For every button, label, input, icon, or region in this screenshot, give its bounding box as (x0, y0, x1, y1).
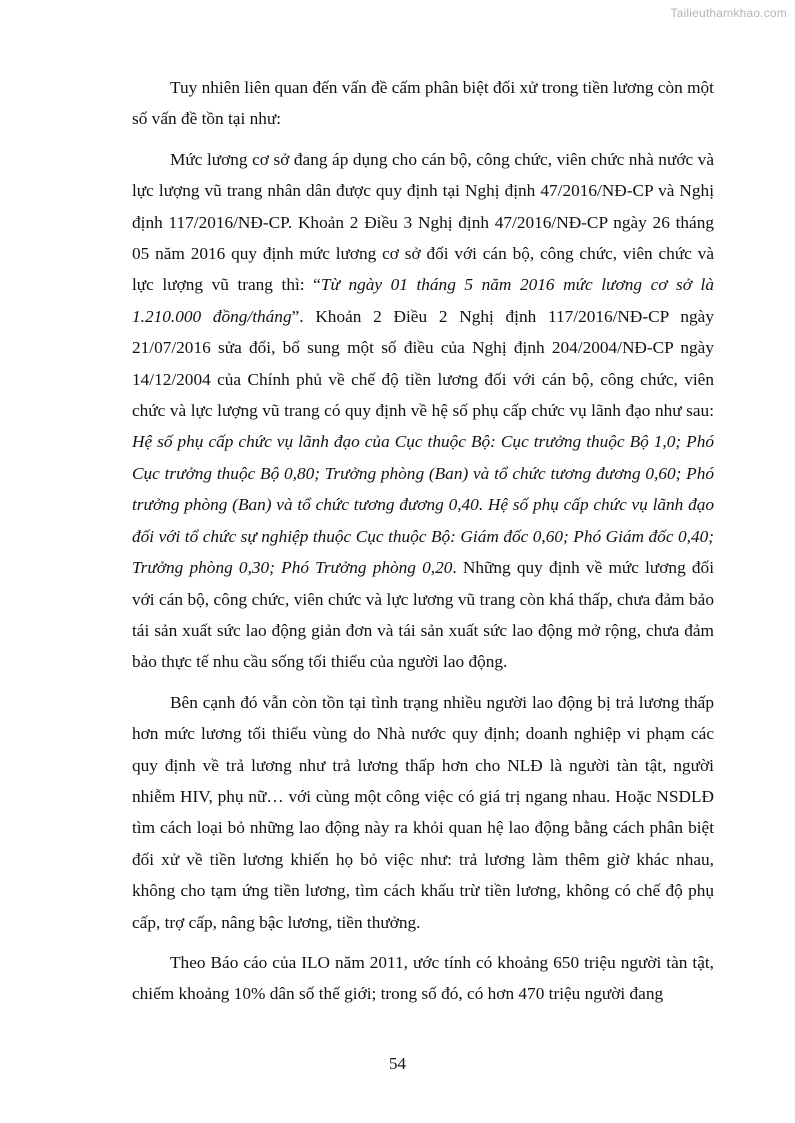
text-segment: Tuy nhiên liên quan đến vấn đề cấm phân biệt đối xử trong tiền lương còn một số vấn đề tồn tại như: (132, 78, 714, 129)
text-segment: Theo Báo cáo của ILO năm 2011, ước tính có khoảng 650 triệu người tàn tật, chiếm khoảng 10% dân số thế giới; trong số đó, có hơn 470 triệu người đang (132, 952, 714, 1004)
allowance-coefficients: Hệ số phụ cấp chức vụ lãnh đạo của Cục thuộc Bộ: Cục trưởng thuộc Bộ 1,0; Phó Cục trưởng thuộc Bộ 0,80; Trưởng phòng (Ban) và tổ chức tương đương 0,60; Phó trưởng phòng (Ban) và tổ chức tương đương 0,40. Hệ số phụ cấp chức vụ lãnh đạo đối với tổ chức sự nghiệp thuộc Cục thuộc Bộ: Giám đốc 0,60; Phó Giám đốc 0,40; Trưởng phòng 0,30; Phó Trưởng phòng 0,20 (132, 432, 714, 578)
text-segment: Bên cạnh đó vẫn còn tồn tại tình trạng nhiều người lao động bị trả lương thấp hơn mức lương tối thiểu vùng do Nhà nước quy định; doanh nghiệp vi phạm các quy định về trả lương như trả lương thấp hơn cho NLĐ là người tàn tật, người nhiễm HIV, phụ nữ… với cùng một công việc có giá trị ngang nhau. Hoặc NSDLĐ tìm cách loại bỏ những lao động này ra khỏi quan hệ lao động bằng cách phân biệt đối xử về tiền lương khiến họ bỏ việc như: trả lương làm thêm giờ khác nhau, không cho tạm ứng tiền lương, tìm cách khấu trừ tiền lương, không có chế độ phụ cấp, trợ cấp, nâng bậc lương, tiền thưởng. (132, 692, 714, 932)
site-watermark: Tailieuthamkhao.com (670, 6, 787, 20)
quoted-regulation: Từ ngày 01 tháng 5 năm 2016 mức lương cơ sở là 1.210.000 đồng/tháng (132, 275, 715, 326)
text-segment: ”. Khoản 2 Điều 2 Nghị định 117/2016/NĐ-CP ngày 21/07/2016 sửa đổi, bổ sung một số điều của Nghị định 204/2004/NĐ-CP ngày 14/12/2004 của Chính phủ về chế độ tiền lương đối với cán bộ, công chức, viên chức và lực lượng vũ trang có quy định về hệ số phụ cấp chức vụ lãnh đạo như sau: (132, 306, 714, 421)
paragraph-base-salary (132, 144, 714, 678)
document-body (132, 72, 714, 1019)
paragraph-ilo-report (132, 947, 714, 1010)
paragraph-intro (132, 72, 714, 135)
paragraph-underpayment (132, 687, 714, 938)
text-segment: Mức lương cơ sở đang áp dụng cho cán bộ, công chức, viên chức nhà nước và lực lượng vũ trang nhân dân được quy định tại Nghị định 47/2016/NĐ-CP và Nghị định 117/2016/NĐ-CP. Khoản 2 Điều 3 Nghị định 47/2016/NĐ-CP ngày 26 tháng 05 năm 2016 quy định mức lương cơ sở đối với cán bộ, công chức, viên chức và lực lượng vũ trang thì: “ (132, 149, 714, 295)
page-number: 54 (389, 1054, 406, 1073)
text-segment: . Những quy định về mức lương đối với cán bộ, công chức, viên chức và lực lương vũ trang còn khá thấp, chưa đảm bảo tái sản xuất sức lao động giản đơn và tái sản xuất sức lao động mở rộng, chưa đảm bảo thực tế nhu cầu sống tối thiểu của người lao động. (132, 558, 715, 672)
